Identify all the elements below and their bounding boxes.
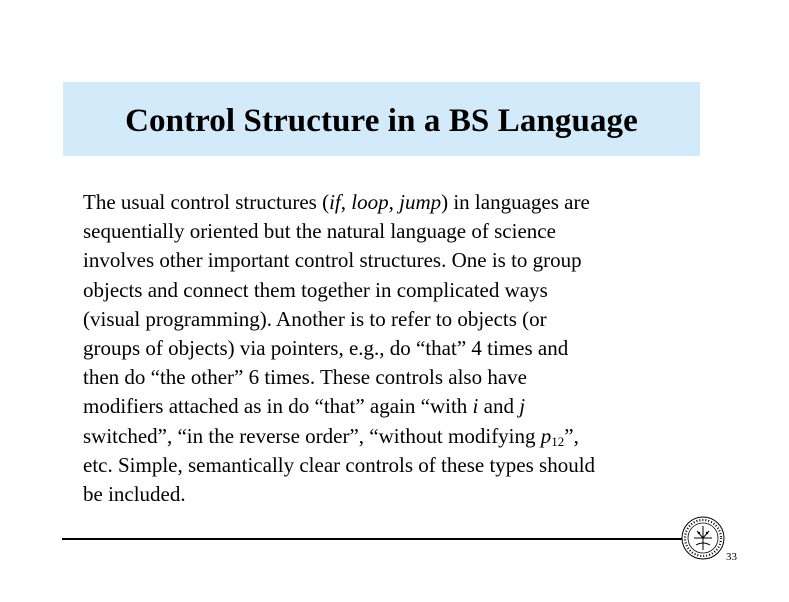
footer-rule [62, 538, 682, 540]
italic-p: p [540, 423, 552, 448]
italic-if: if [329, 190, 341, 214]
university-seal-icon [680, 515, 726, 561]
slide-title: Control Structure in a BS Language [125, 103, 638, 139]
body-line-3: involves other important control structures. One is to group [83, 248, 582, 273]
body-line-7: then do “the other” 6 times. These controls also have [83, 365, 527, 390]
text-run: , [388, 190, 400, 214]
body-line-2: sequentially oriented but the natural language of science [83, 219, 556, 244]
text-run: modifiers attached as in do “that” again “with [83, 394, 473, 419]
text-run: and [478, 394, 520, 419]
italic-j: j [519, 394, 526, 419]
italic-jump: jump [399, 190, 442, 214]
body-line-5: (visual programming). Another is to refer to objects (or [83, 306, 547, 331]
text-run: , [340, 190, 352, 214]
page-number: 33 [726, 551, 737, 563]
text-run: ) in languages are [441, 190, 590, 214]
text-run: The usual control structures ( [83, 190, 330, 214]
subscript-12: 12 [551, 433, 565, 449]
body-line-11: be included. [83, 482, 186, 507]
body-line-4: objects and connect them together in complicated ways [83, 277, 548, 302]
italic-i: i [472, 394, 479, 419]
body-line-8 [83, 392, 723, 421]
body-line-6: groups of objects) via pointers, e.g., do “that” 4 times and [83, 336, 569, 361]
body-text [83, 188, 723, 509]
body-line-1 [83, 188, 723, 217]
italic-loop: loop [351, 190, 389, 214]
body-line-10: etc. Simple, semantically clear controls of these types should [83, 452, 596, 477]
title-band [63, 82, 700, 156]
body-line-9 [83, 422, 723, 451]
text-run: ”, [564, 423, 579, 448]
text-run: switched”, “in the reverse order”, “without modifying [83, 423, 541, 448]
